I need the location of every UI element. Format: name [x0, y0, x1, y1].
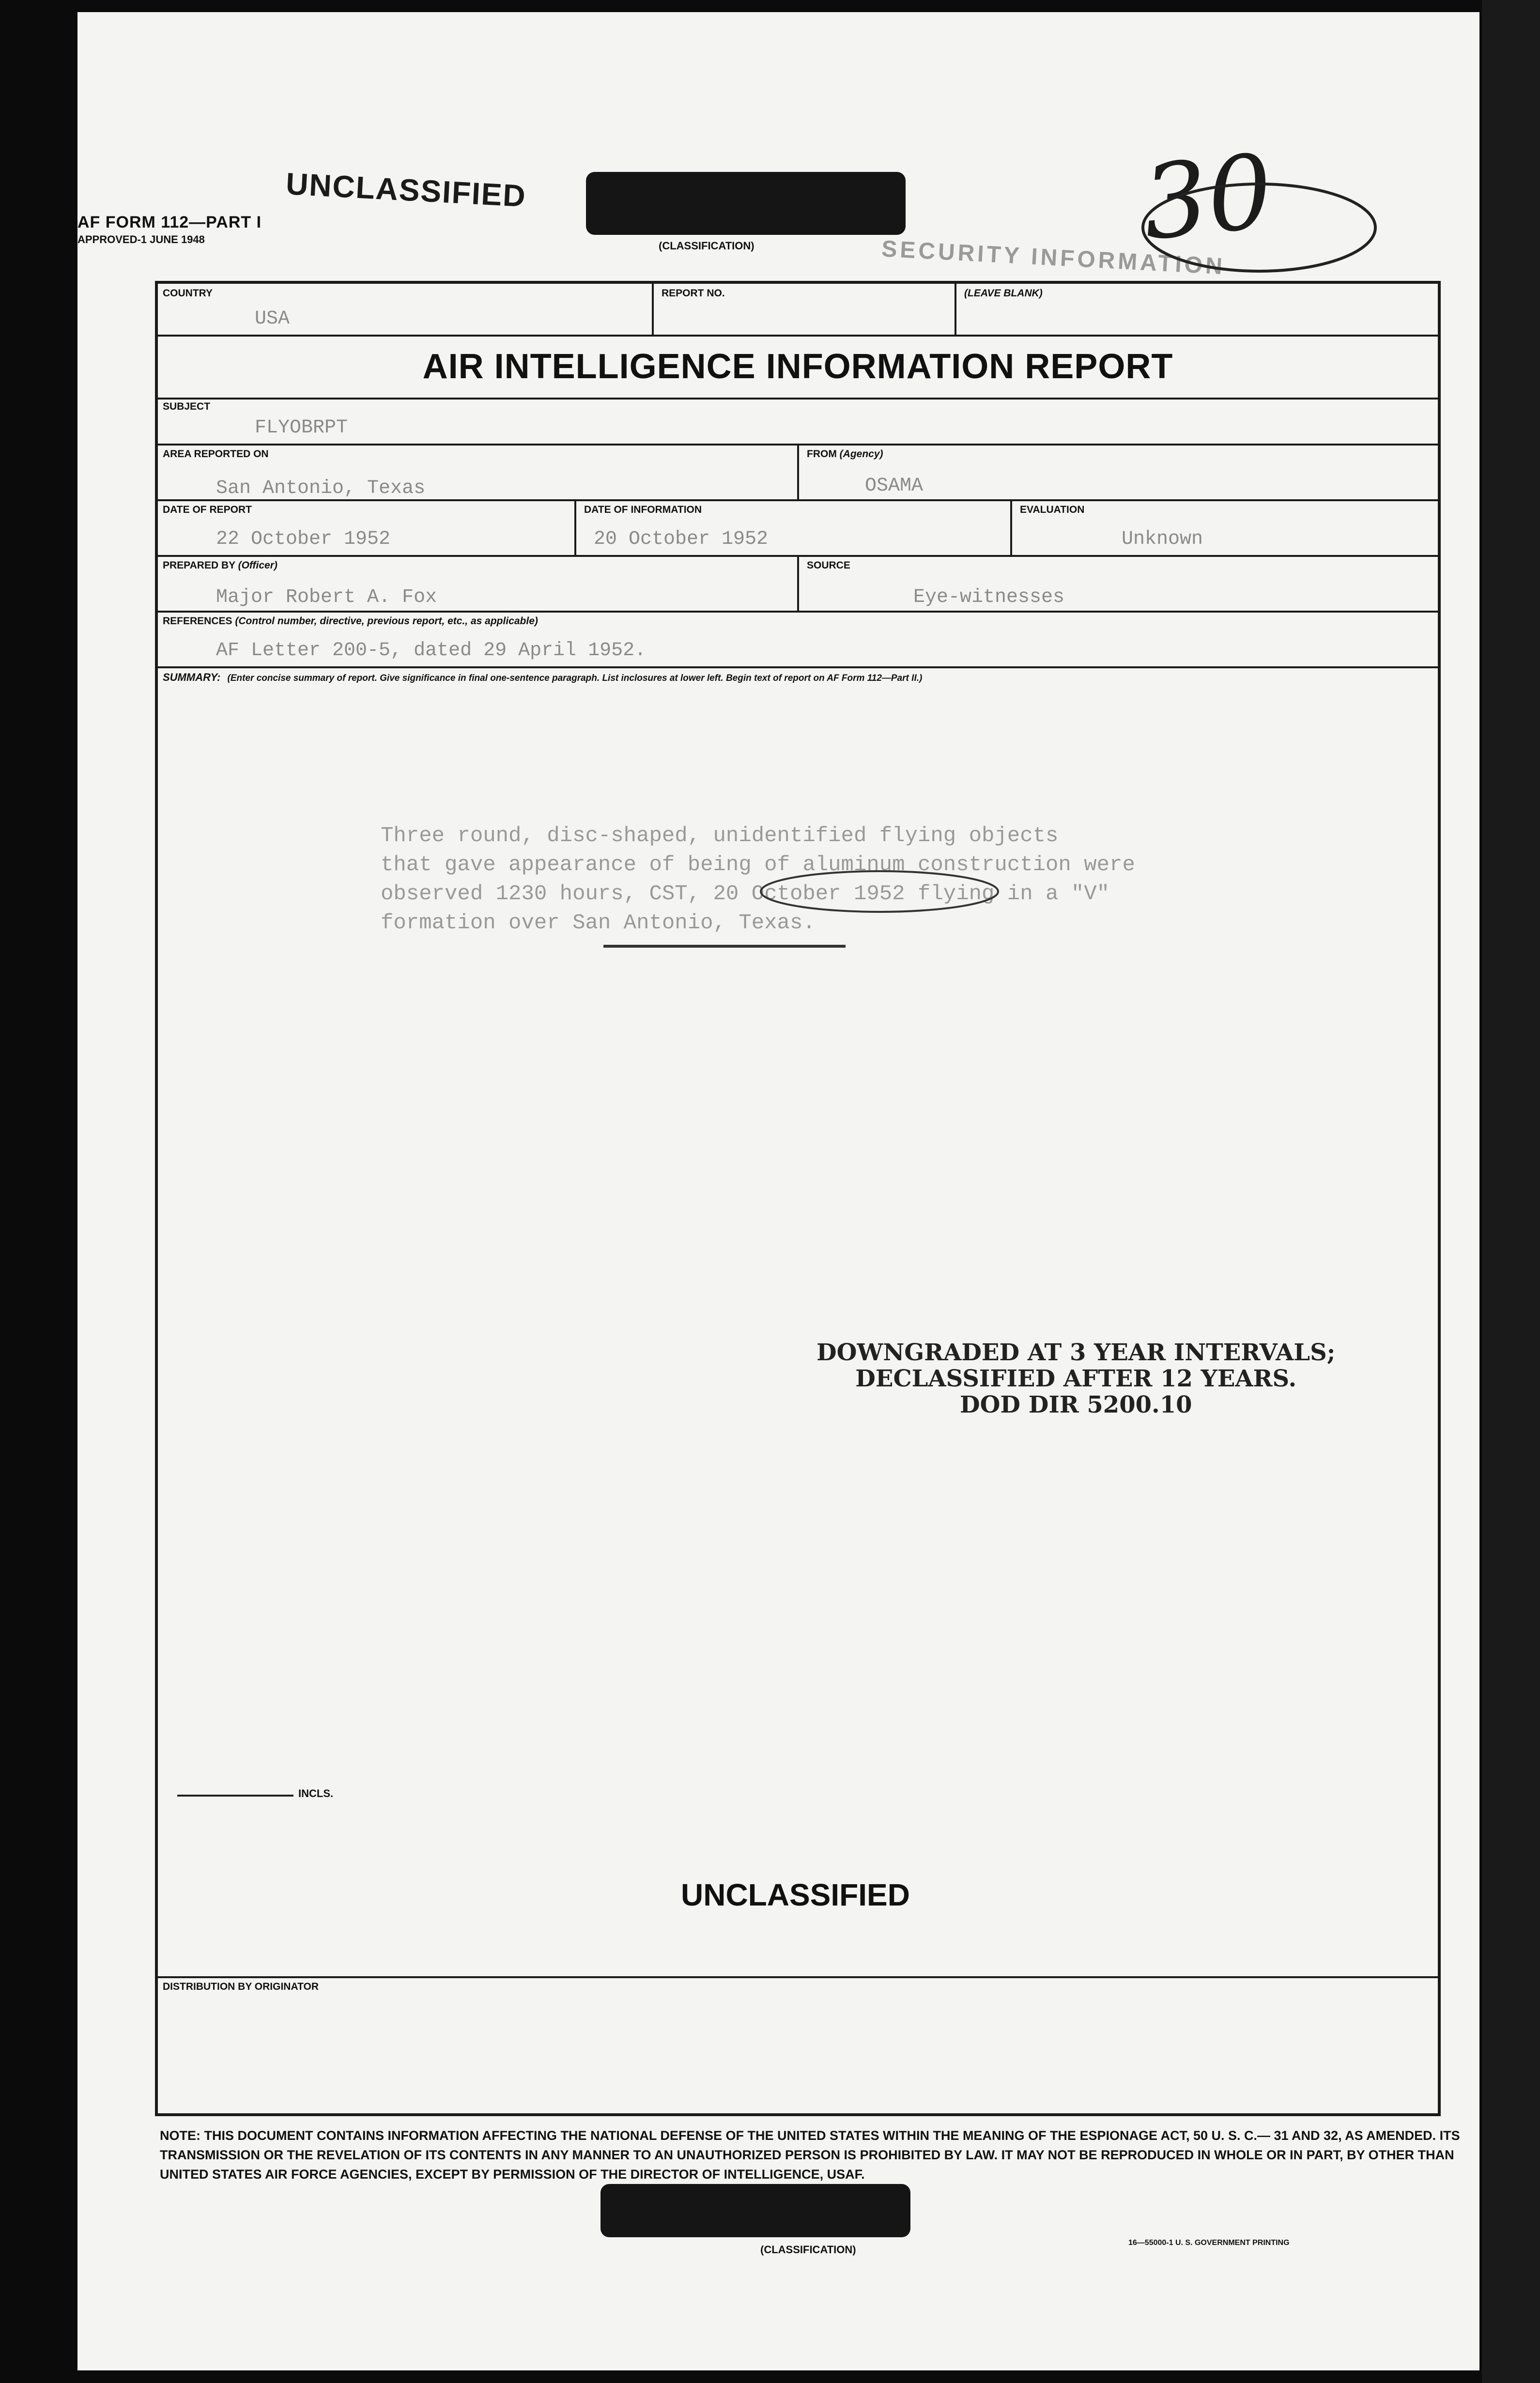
scan-edge	[1482, 0, 1540, 2383]
from-label-note: (Agency)	[839, 448, 883, 460]
summary-line: observed 1230 hours, CST, 20 October 1952 flying in a "V"	[381, 882, 1110, 906]
redaction-bar-bottom	[601, 2184, 910, 2237]
inclosures-label: INCLS.	[298, 1787, 334, 1799]
security-note: NOTE: THIS DOCUMENT CONTAINS INFORMATION AFFECTING THE NATIONAL DEFENSE OF THE UNITED STATES WITHIN THE MEANING OF THE ESPIONAGE ACT, 50 U. S. C.— 31 AND 32, AS AMENDED. ITS TRANSMISSION OR THE REVELATION OF ITS CONTENTS IN ANY MANNER TO AN UNAUTHORIZED PERSON IS PROHIBITED BY LAW. IT MAY NOT BE REPRODUCED IN WHOLE OR IN PART, BY OTHER THAN UNITED STATES AIR FORCE AGENCIES, EXCEPT BY PERMISSION OF THE DIRECTOR OF INTELLIGENCE, USAF.	[160, 2128, 1460, 2182]
approved-date: APPROVED-1 JUNE 1948	[77, 233, 205, 246]
divider	[158, 335, 1438, 337]
divider	[158, 398, 1438, 400]
divider	[955, 284, 956, 335]
summary-line: that gave appearance of being of aluminum construction were	[381, 853, 1135, 877]
from-value: OSAMA	[865, 475, 924, 497]
divider	[158, 1976, 1438, 1978]
downgrade-line: DECLASSIFIED AFTER 12 YEARS.	[855, 1365, 1297, 1392]
distribution-label: DISTRIBUTION BY ORIGINATOR	[163, 1981, 319, 1992]
references-label-text: REFERENCES	[163, 615, 232, 627]
summary-instructions: (Enter concise summary of report. Give significance in final one-sentence paragraph. List inclosures at lower left. Begin text of report on AF Form 112—Part II.)	[227, 673, 923, 683]
summary-line: formation over San Antonio, Texas.	[381, 911, 816, 935]
report-form	[155, 281, 1441, 2116]
references-value: AF Letter 200-5, dated 29 April 1952.	[216, 640, 647, 661]
classification-label-top: (CLASSIFICATION)	[659, 240, 755, 252]
country-value: USA	[255, 308, 290, 330]
prepared-by-label	[163, 560, 277, 571]
country-label: COUNTRY	[163, 288, 213, 299]
downgrade-line: DOWNGRADED AT 3 YEAR INTERVALS;	[816, 1339, 1336, 1366]
date-circled-mark	[754, 865, 1005, 918]
downgrade-line: DOD DIR 5200.10	[959, 1391, 1192, 1418]
redaction-bar-top	[586, 172, 906, 235]
divider	[158, 499, 1438, 501]
from-label-text: FROM	[807, 448, 837, 460]
prepared-by-label-text: PREPARED BY	[163, 560, 235, 571]
date-of-report-label: DATE OF REPORT	[163, 504, 252, 515]
evaluation-label: EVALUATION	[1020, 504, 1085, 515]
subject-value: FLYOBRPT	[255, 417, 348, 439]
underline-mark	[603, 945, 846, 948]
summary-label	[163, 671, 922, 684]
classification-label-bottom: (CLASSIFICATION)	[760, 2244, 856, 2256]
source-value: Eye-witnesses	[913, 586, 1065, 608]
date-of-information-value: 20 October 1952	[594, 528, 769, 550]
divider	[797, 555, 799, 611]
divider	[574, 499, 576, 555]
document-page	[77, 12, 1479, 2370]
form-number: AF FORM 112—PART I	[77, 213, 262, 231]
prepared-by-label-note: (Officer)	[238, 560, 277, 571]
date-of-report-value: 22 October 1952	[216, 528, 391, 550]
handwritten-oval	[1133, 172, 1385, 283]
security-information-stamp: SECURITY INFORMATION	[881, 236, 1226, 280]
divider	[158, 611, 1438, 613]
printer-line: 16—55000-1 U. S. GOVERNMENT PRINTING	[1128, 2239, 1290, 2247]
references-label	[163, 615, 538, 627]
source-label: SOURCE	[807, 560, 850, 571]
divider	[158, 666, 1438, 668]
handwritten-number: 30	[1137, 131, 1278, 263]
area-label: AREA REPORTED ON	[163, 448, 269, 460]
summary-label-text: SUMMARY:	[163, 671, 221, 683]
report-title: AIR INTELLIGENCE INFORMATION REPORT	[422, 347, 1173, 386]
from-label	[807, 448, 883, 460]
divider	[1010, 499, 1012, 555]
summary-line: Three round, disc-shaped, unidentified flying objects	[381, 824, 1059, 848]
report-no-label: REPORT NO.	[662, 288, 725, 299]
area-value: San Antonio, Texas	[216, 477, 426, 499]
divider	[797, 444, 799, 499]
unclassified-stamp-top: UNCLASSIFIED	[285, 166, 527, 214]
prepared-by-value: Major Robert A. Fox	[216, 586, 437, 608]
divider	[652, 284, 654, 335]
leave-blank-label: (LEAVE BLANK)	[964, 288, 1043, 299]
downgrade-stamp	[816, 1339, 1335, 1418]
references-label-note: (Control number, directive, previous report, etc., as applicable)	[235, 615, 538, 627]
inclosures-line	[177, 1795, 293, 1797]
subject-label: SUBJECT	[163, 401, 211, 412]
unclassified-stamp-bottom: UNCLASSIFIED	[681, 1877, 910, 1912]
evaluation-value: Unknown	[1122, 528, 1203, 550]
date-of-information-label: DATE OF INFORMATION	[584, 504, 702, 515]
